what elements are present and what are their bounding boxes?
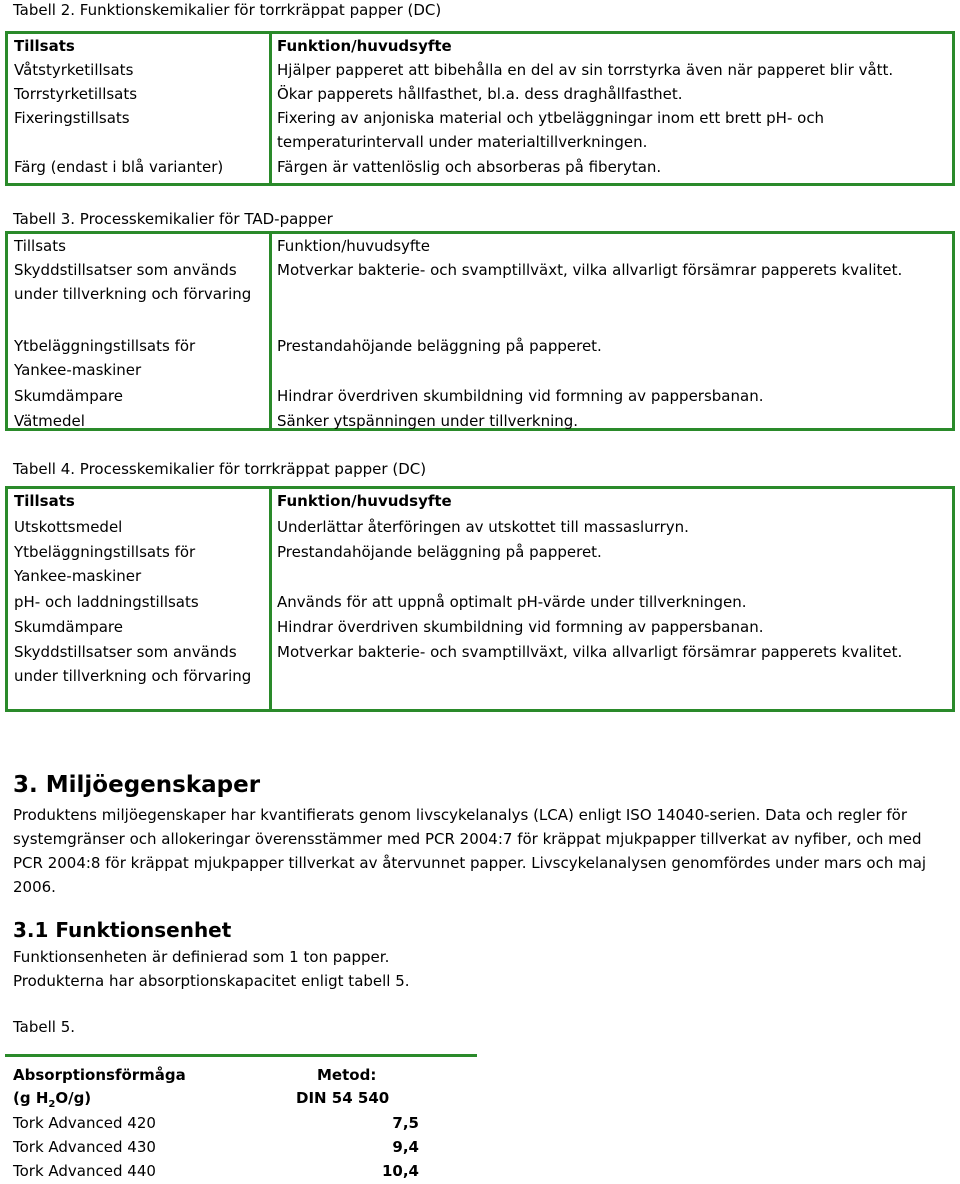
section31-heading: 3.1 Funktionsenhet [13,918,232,942]
table2 [5,31,955,186]
table4-cell: Motverkar bakterie- och svamptillväxt, vilka allvarligt försämrar papperets kvalitet. [277,643,903,661]
table5-product: Tork Advanced 430 [13,1138,156,1156]
table4-cell: Skyddstillsatser som används under tillverkning och förvaring [14,643,252,685]
table3-header-tillsats: Tillsats [14,237,66,255]
table5-top-border [5,1054,477,1057]
table4-cell: pH- och laddningstillsats [14,593,199,611]
table4 [5,486,955,712]
section31-line2: Produkterna har absorptionskapacitet enligt tabell 5. [13,972,410,990]
table4-cell: Hindrar överdriven skumbildning vid formning av pappersbanan. [277,618,764,636]
section3-paragraph: Produktens miljöegenskaper har kvantifierats genom livscykelanalys (LCA) enligt ISO 14040-serien. Data och regler för systemgränser och allokeringar överensstämmer med PCR 2004:7 för kräppat mjukpapper tillverkat av nyfiber, och med PCR 2004:8 för kräppat mjukpapper tillverkat av återvunnet papper. Livscykelanalysen genomfördes under mars och maj 2006. [13,806,927,896]
table2-header-tillsats: Tillsats [14,37,75,55]
table2-cell: Hjälper papperet att bibehålla en del av sin torrstyrka även när papperet blir vått. [277,61,894,79]
table3-cell: Skumdämpare [14,387,123,405]
table4-cell: Underlättar återföringen av utskottet till massaslurryn. [277,518,689,536]
table3-cell: Sänker ytspänningen under tillverkning. [277,412,579,430]
table5-header-absorption: Absorptionsförmåga [13,1066,186,1084]
table3-divider [269,234,272,428]
table3 [5,231,955,431]
table3-cell: Prestandahöjande beläggning på papperet. [277,337,602,355]
table4-divider [269,489,272,709]
table2-cell: Våtstyrketillsats [14,61,134,79]
table5-header-unit: (g $H_2O/g$) [13,1089,92,1110]
table3-cell: Ytbeläggningstillsats för Yankee-maskiner [14,337,196,379]
table2-cell: Ökar papperets hållfasthet, bl.a. dess draghållfasthet. [277,85,683,103]
table4-cell: Skumdämpare [14,618,123,636]
table5-value: 9,4 [392,1138,419,1156]
section31-line1: Funktionsenheten är definierad som 1 ton papper. [13,948,390,966]
table3-caption: Tabell 3. Processkemikalier för TAD-papper [13,210,333,228]
table5-header-metod: Metod: [317,1066,377,1084]
table5-value: 10,4 [381,1162,419,1180]
table4-cell: Utskottsmedel [14,518,123,536]
table2-cell: Färgen är vattenlöslig och absorberas på fiberytan. [277,158,662,176]
table2-cell: Fixeringstillsats [14,109,130,127]
table2-caption: Tabell 2. Funktionskemikalier för torrkräppat papper (DC) [13,1,442,19]
table3-cell: Motverkar bakterie- och svamptillväxt, vilka allvarligt försämrar papperets kvalitet. [277,261,903,279]
table4-caption: Tabell 4. Processkemikalier för torrkräppat papper (DC) [13,460,427,478]
table3-cell: Skyddstillsatser som används under tillverkning och förvaring [14,261,252,303]
table5 [5,1054,477,1184]
table2-divider [269,34,272,183]
table4-cell: Prestandahöjande beläggning på papperet. [277,543,602,561]
table2-cell: Färg (endast i blå varianter) [14,158,224,176]
table4-cell: Används för att uppnå optimalt pH-värde under tillverkningen. [277,593,747,611]
table3-cell: Hindrar överdriven skumbildning vid formning av pappersbanan. [277,387,764,405]
table5-header-din: DIN 54 540 [296,1089,390,1107]
table5-value: 7,5 [392,1114,419,1132]
table3-cell: Vätmedel [14,412,85,430]
table2-cell: Torrstyrketillsats [14,85,138,103]
table4-header-tillsats: Tillsats [14,492,75,510]
table5-caption: Tabell 5. [13,1018,76,1036]
table5-product: Tork Advanced 420 [13,1114,156,1132]
table3-header-funktion: Funktion/huvudsyfte [277,237,431,255]
table2-header-funktion: Funktion/huvudsyfte [277,37,452,55]
table4-header-funktion: Funktion/huvudsyfte [277,492,452,510]
section3-heading: 3. Miljöegenskaper [13,772,261,798]
table5-product: Tork Advanced 440 [13,1162,156,1180]
table2-cell: Fixering av anjoniska material och ytbeläggningar inom ett brett pH- och temperaturintervall under materialtillverkningen. [277,109,825,151]
table4-cell: Ytbeläggningstillsats för Yankee-maskiner [14,543,196,585]
